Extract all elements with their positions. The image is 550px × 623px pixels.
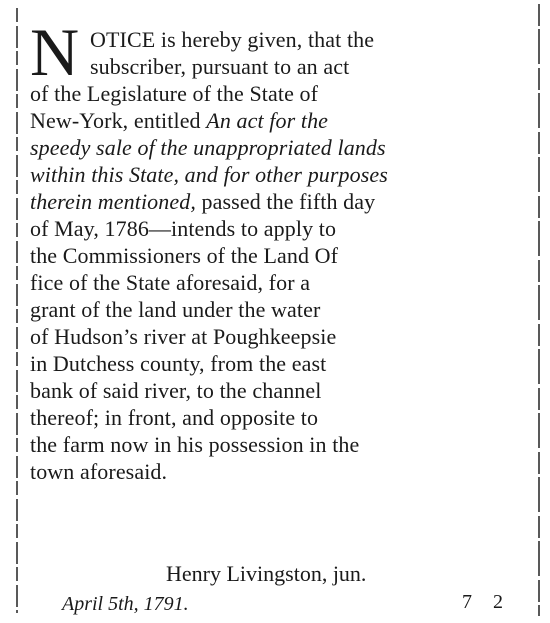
notice-line: town aforesaid. — [30, 459, 168, 484]
dateline: April 5th, 1791. — [62, 593, 189, 615]
drop-cap: N — [30, 14, 80, 90]
notice-line: within this State, and for other purposes — [30, 162, 388, 187]
act-title-end: therein mentioned, — [30, 189, 196, 214]
notice-line — [30, 188, 526, 215]
notice-line: the Commissioners of the Land Of — [30, 243, 339, 268]
notice-line: grant of the land under the water — [30, 297, 321, 322]
notice-line: thereof; in front, and opposite to — [30, 405, 319, 430]
notice-line: of Hudson’s river at Poughkeepsie — [30, 324, 337, 349]
notice-line: the farm now in his possession in the — [30, 432, 360, 457]
notice-line: of May, 1786—intends to apply to — [30, 216, 337, 241]
notice-line: speedy sale of the unappropriated lands — [30, 135, 386, 160]
notice-line-text: New-York, entitled — [30, 108, 201, 133]
act-title-start: An act for the — [206, 108, 329, 133]
notice-line: bank of said river, to the channel — [30, 378, 322, 403]
left-column-rule — [16, 8, 18, 613]
notice-body — [30, 14, 526, 485]
notice-line — [30, 107, 526, 134]
notice-line: subscriber, pursuant to an act — [90, 54, 350, 79]
notice-line: OTICE is hereby given, that the — [90, 27, 375, 52]
notice-line: fice of the State aforesaid, for a — [30, 270, 311, 295]
right-column-rule — [538, 4, 540, 616]
notice-line: of the Legislature of the State of — [30, 81, 319, 106]
signature: Henry Livingston, jun. — [166, 561, 367, 586]
insertion-code: 7 2 — [462, 591, 511, 613]
notice-line: in Dutchess county, from the east — [30, 351, 327, 376]
date-passed: passed the fifth day — [195, 189, 376, 214]
